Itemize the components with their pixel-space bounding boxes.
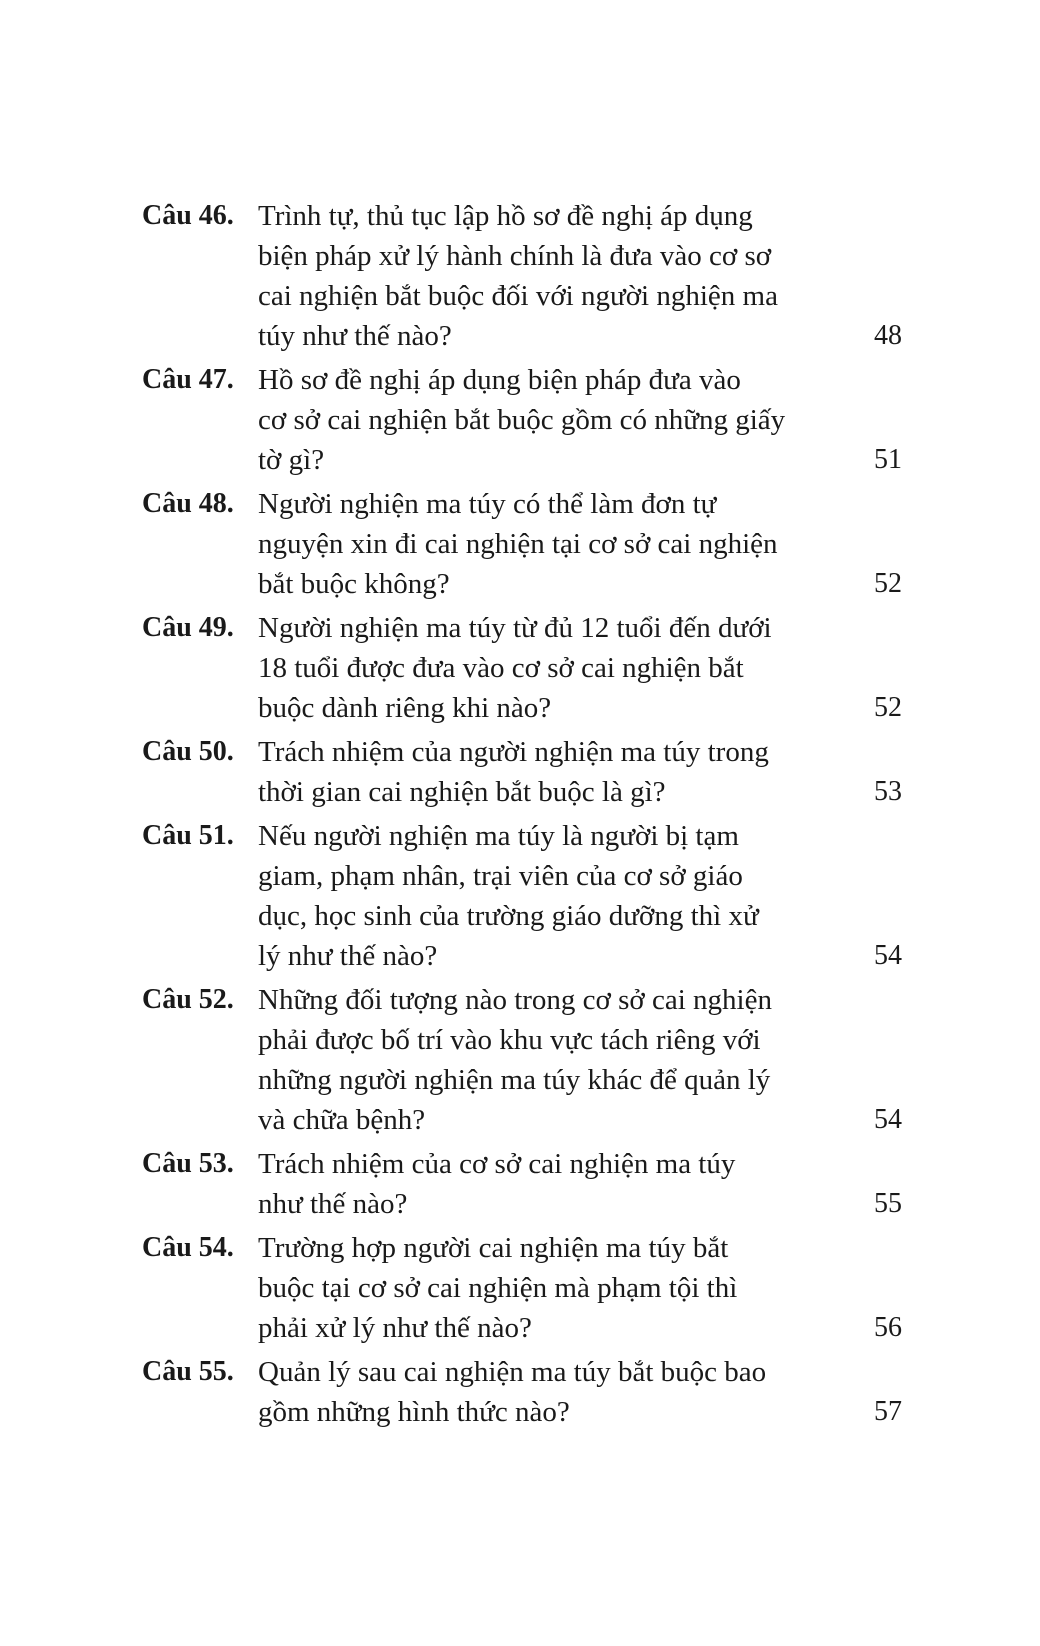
- question-text-line: cơ sở cai nghiện bắt buộc gồm có những giấy: [258, 404, 786, 436]
- page-number: 57: [874, 1396, 902, 1427]
- page-number: 55: [874, 1188, 902, 1219]
- question-text-line: Nếu người nghiện ma túy là người bị tạm: [258, 820, 739, 852]
- question-number: Câu 46.: [142, 200, 234, 231]
- question-text: [258, 484, 816, 604]
- question-text-line: 18 tuổi được đưa vào cơ sở cai nghiện bắt: [258, 652, 744, 684]
- toc-entry: [142, 980, 902, 1140]
- toc-entry: [142, 732, 902, 812]
- page-number: 54: [874, 1104, 902, 1135]
- question-text-line: phải được bố trí vào khu vực tách riêng với: [258, 1024, 761, 1056]
- toc-entry: [142, 816, 902, 976]
- question-text-line: dục, học sinh của trường giáo dưỡng thì xử: [258, 900, 759, 932]
- question-text-line: buộc dành riêng khi nào?: [258, 692, 552, 724]
- question-text-line: Trách nhiệm của cơ sở cai nghiện ma túy: [258, 1148, 736, 1180]
- question-text-line: thời gian cai nghiện bắt buộc là gì?: [258, 776, 666, 808]
- page-number: 52: [874, 568, 902, 599]
- toc-entry: [142, 484, 902, 604]
- question-text-line: Người nghiện ma túy từ đủ 12 tuổi đến dưới: [258, 612, 772, 644]
- toc-entry: [142, 360, 902, 480]
- question-number: Câu 49.: [142, 612, 234, 643]
- question-text-line: và chữa bệnh?: [258, 1104, 426, 1136]
- page-number: 48: [874, 320, 902, 351]
- question-text-line: tờ gì?: [258, 444, 325, 476]
- question-text-line: buộc tại cơ sở cai nghiện mà phạm tội thì: [258, 1272, 738, 1304]
- question-text: [258, 1144, 816, 1224]
- page-number: 52: [874, 692, 902, 723]
- question-text-line: giam, phạm nhân, trại viên của cơ sở giáo: [258, 860, 743, 892]
- question-number: Câu 53.: [142, 1148, 234, 1179]
- question-number: Câu 52.: [142, 984, 234, 1015]
- question-text-line: Người nghiện ma túy có thể làm đơn tự: [258, 488, 717, 520]
- question-text-line: Hồ sơ đề nghị áp dụng biện pháp đưa vào: [258, 364, 741, 396]
- question-text-line: cai nghiện bắt buộc đối với người nghiện ma: [258, 280, 778, 312]
- toc-entry: [142, 1228, 902, 1348]
- question-text-line: nguyện xin đi cai nghiện tại cơ sở cai nghiện: [258, 528, 778, 560]
- question-text-line: Trường hợp người cai nghiện ma túy bắt: [258, 1232, 729, 1264]
- question-text-line: bắt buộc không?: [258, 568, 450, 600]
- toc-entry: [142, 196, 902, 356]
- question-text-line: lý như thế nào?: [258, 940, 438, 972]
- question-text-line: Những đối tượng nào trong cơ sở cai nghiện: [258, 984, 772, 1016]
- question-text: [258, 1228, 816, 1348]
- page-number: 53: [874, 776, 902, 807]
- question-text: [258, 608, 816, 728]
- page-number: 54: [874, 940, 902, 971]
- toc-entry: [142, 1144, 902, 1224]
- page-number: 56: [874, 1312, 902, 1343]
- toc-entry: [142, 608, 902, 728]
- question-text: [258, 816, 816, 976]
- question-text-line: biện pháp xử lý hành chính là đưa vào cơ sơ: [258, 240, 772, 272]
- question-text-line: như thế nào?: [258, 1188, 408, 1220]
- question-text-line: Trình tự, thủ tục lập hồ sơ đề nghị áp dụng: [258, 200, 753, 232]
- question-text: [258, 980, 816, 1140]
- question-text: [258, 196, 816, 356]
- question-number: Câu 50.: [142, 736, 234, 767]
- question-text-line: những người nghiện ma túy khác để quản lý: [258, 1064, 771, 1096]
- question-text-line: Quản lý sau cai nghiện ma túy bắt buộc bao: [258, 1356, 767, 1388]
- question-text: [258, 732, 816, 812]
- question-number: Câu 54.: [142, 1232, 234, 1263]
- page-number: 51: [874, 444, 902, 475]
- question-number: Câu 48.: [142, 488, 234, 519]
- question-text: [258, 360, 816, 480]
- table-of-contents: [142, 196, 902, 1436]
- question-text-line: túy như thế nào?: [258, 320, 452, 352]
- question-text-line: phải xử lý như thế nào?: [258, 1312, 532, 1344]
- question-number: Câu 47.: [142, 364, 234, 395]
- toc-entry: [142, 1352, 902, 1432]
- question-text-line: gồm những hình thức nào?: [258, 1396, 570, 1428]
- question-text: [258, 1352, 816, 1432]
- question-number: Câu 51.: [142, 820, 234, 851]
- question-number: Câu 55.: [142, 1356, 234, 1387]
- question-text-line: Trách nhiệm của người nghiện ma túy trong: [258, 736, 769, 768]
